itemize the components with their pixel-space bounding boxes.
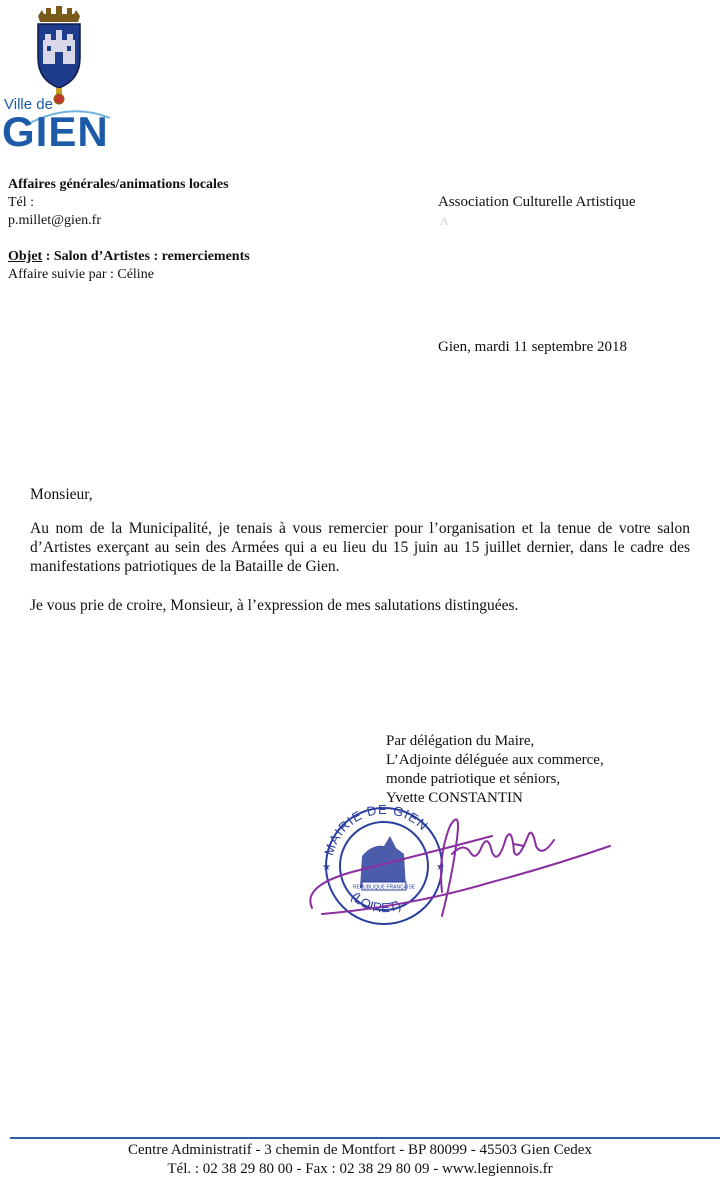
svg-text:★: ★ xyxy=(322,862,331,873)
signature-line-4: Yvette CONSTANTIN xyxy=(386,790,523,806)
logo-name: GIEN xyxy=(2,108,109,155)
object-label: Objet xyxy=(8,249,43,264)
sender-tel: Tél : xyxy=(8,195,35,210)
salutation: Monsieur, xyxy=(30,486,93,503)
letter-date: Gien, mardi 11 septembre 2018 xyxy=(438,339,627,355)
sender-block xyxy=(8,176,250,284)
footer xyxy=(0,1141,720,1179)
stamp-band-text: RÉPUBLIQUE FRANÇAISE xyxy=(352,884,416,891)
stamp-bottom-text: (LOIRET) xyxy=(348,888,403,916)
stamp-top-text: MAIRIE DE GIEN xyxy=(321,801,432,858)
logo-prefix: Ville de xyxy=(4,96,53,113)
footer-address: Centre Administratif - 3 chemin de Montfort - BP 80099 - 45503 Gien Cedex xyxy=(128,1142,592,1158)
object-line xyxy=(8,248,250,266)
sender-email: p.millet@gien.fr xyxy=(8,213,101,228)
city-crest-icon xyxy=(30,6,88,106)
official-stamp xyxy=(292,796,612,928)
footer-contact: Tél. : 02 38 29 80 00 - Fax : 02 38 29 80 09 - www.legiennois.fr xyxy=(167,1161,553,1177)
svg-text:★: ★ xyxy=(436,862,445,873)
stamp-figure xyxy=(360,836,406,890)
signature-line-2: L’Adjointe déléguée aux commerce, xyxy=(386,752,604,768)
body-paragraph-1: Au nom de la Municipalité, je tenais à vous remercier pour l’organisation et la tenue de votre salon d’Artistes exerçant au sein des Armées qui a eu lieu du 15 juin au 15 juillet dernier, dans le cadre des manifestations patriotiques de la Bataille de Gien. xyxy=(30,520,690,575)
recipient-name: Association Culturelle Artistique xyxy=(438,194,636,210)
footer-rule xyxy=(10,1137,720,1139)
followed-by: Affaire suivie par : Céline xyxy=(8,267,154,282)
body-paragraph-2: Je vous prie de croire, Monsieur, à l’expression de mes salutations distinguées. xyxy=(30,597,519,614)
sender-department: Affaires générales/animations locales xyxy=(8,177,229,192)
signature-line-1: Par délégation du Maire, xyxy=(386,733,535,749)
object-text: : Salon d’Artistes : remerciements xyxy=(42,249,250,264)
signature-line-3: monde patriotique et séniors, xyxy=(386,771,561,787)
recipient-faint-line: A xyxy=(440,214,449,228)
